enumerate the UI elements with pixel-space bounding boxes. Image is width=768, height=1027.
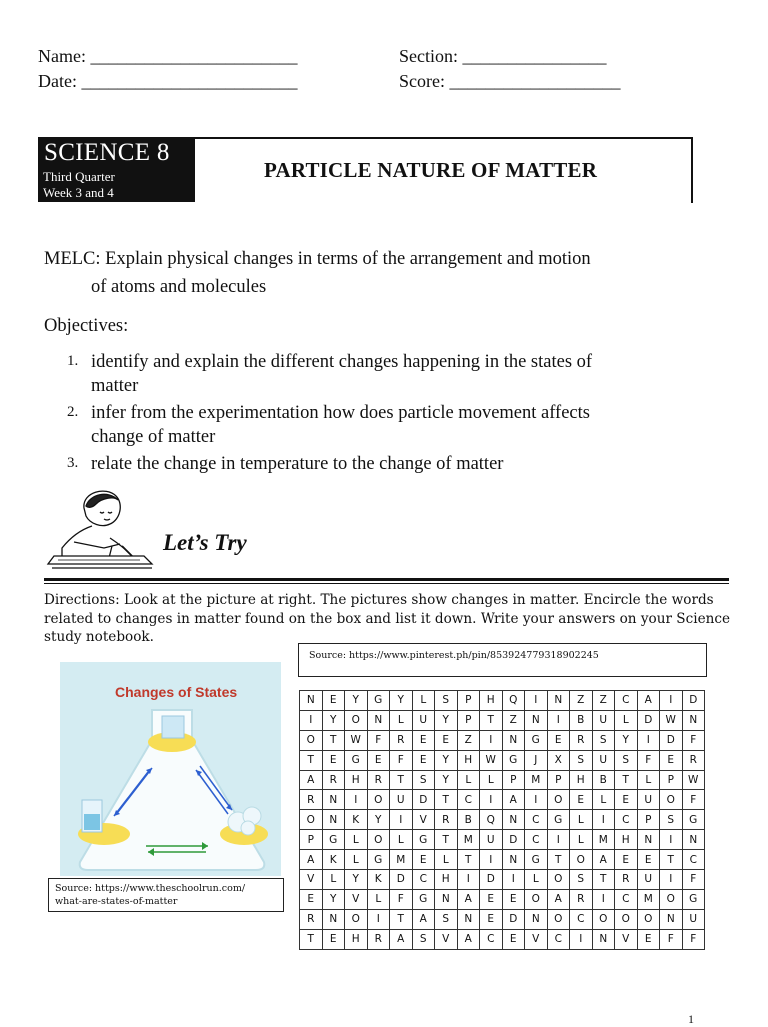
grid-cell[interactable]: W	[682, 770, 705, 790]
grid-cell[interactable]: E	[547, 730, 570, 750]
grid-cell[interactable]: R	[322, 770, 345, 790]
grid-cell[interactable]: N	[322, 909, 345, 929]
page-number: 1	[688, 1012, 694, 1026]
grid-cell[interactable]: L	[480, 770, 503, 790]
changes-of-states-figure	[60, 662, 281, 876]
grid-cell[interactable]: U	[480, 830, 503, 850]
grid-cell[interactable]: E	[502, 889, 525, 909]
grid-cell[interactable]: T	[480, 710, 503, 730]
grid-cell[interactable]: R	[367, 929, 390, 949]
date-field[interactable]: Date: ________________________	[38, 71, 298, 91]
grid-cell[interactable]: C	[615, 691, 638, 711]
grid-cell[interactable]: R	[615, 870, 638, 890]
grid-cell[interactable]: D	[412, 790, 435, 810]
word-search-grid	[299, 690, 705, 950]
grid-cell[interactable]: T	[457, 850, 480, 870]
grid-cell[interactable]: H	[615, 830, 638, 850]
grid-cell[interactable]: N	[435, 889, 458, 909]
grid-cell[interactable]: Z	[457, 730, 480, 750]
grid-cell[interactable]: G	[367, 850, 390, 870]
grid-cell[interactable]: E	[480, 889, 503, 909]
grid-row	[300, 850, 705, 870]
grid-cell[interactable]: G	[682, 810, 705, 830]
grid-cell[interactable]: Y	[435, 710, 458, 730]
grid-cell[interactable]: I	[525, 691, 548, 711]
grid-cell[interactable]: Z	[592, 691, 615, 711]
grid-row	[300, 889, 705, 909]
grid-cell[interactable]: N	[502, 730, 525, 750]
grid-cell[interactable]: G	[412, 830, 435, 850]
grid-cell[interactable]: O	[345, 710, 368, 730]
grid-cell[interactable]: B	[457, 810, 480, 830]
grid-cell[interactable]: O	[345, 909, 368, 929]
grid-cell[interactable]: T	[390, 770, 413, 790]
grid-cell[interactable]: Y	[367, 810, 390, 830]
objective-number: 3.	[67, 455, 79, 471]
grid-cell[interactable]: A	[457, 889, 480, 909]
grid-cell[interactable]: D	[660, 730, 683, 750]
grid-cell[interactable]: C	[570, 909, 593, 929]
grid-cell[interactable]: L	[615, 710, 638, 730]
grid-cell[interactable]: A	[637, 691, 660, 711]
grid-row	[300, 929, 705, 949]
figure-source-line-2: what-are-states-of-matter	[55, 896, 178, 907]
grid-cell[interactable]: Y	[345, 870, 368, 890]
grid-cell[interactable]: L	[457, 770, 480, 790]
grid-cell[interactable]: B	[570, 710, 593, 730]
grid-cell[interactable]: P	[457, 691, 480, 711]
grid-cell[interactable]: E	[322, 691, 345, 711]
grid-cell[interactable]: E	[412, 730, 435, 750]
grid-cell[interactable]: F	[682, 790, 705, 810]
grid-cell[interactable]: J	[525, 750, 548, 770]
grid-cell[interactable]: D	[390, 870, 413, 890]
grid-cell[interactable]: F	[390, 889, 413, 909]
grid-cell[interactable]: I	[547, 830, 570, 850]
grid-cell[interactable]: Z	[570, 691, 593, 711]
grid-cell[interactable]: P	[547, 770, 570, 790]
grid-cell[interactable]: G	[412, 889, 435, 909]
grid-cell[interactable]: Y	[435, 750, 458, 770]
grid-cell[interactable]: V	[525, 929, 548, 949]
grid-cell[interactable]: S	[412, 770, 435, 790]
grid-cell[interactable]: T	[615, 770, 638, 790]
grid-cell[interactable]: I	[570, 929, 593, 949]
grid-cell[interactable]: I	[592, 810, 615, 830]
grid-cell[interactable]: D	[502, 830, 525, 850]
grid-cell[interactable]: I	[345, 790, 368, 810]
grid-cell[interactable]: O	[570, 850, 593, 870]
grid-cell[interactable]: A	[412, 909, 435, 929]
subject-label-box	[38, 137, 195, 202]
grid-row	[300, 710, 705, 730]
section-field[interactable]: Section: ________________	[399, 46, 607, 66]
grid-cell[interactable]: P	[637, 810, 660, 830]
page-title: PARTICLE NATURE OF MATTER	[264, 158, 598, 182]
grid-cell[interactable]: I	[637, 730, 660, 750]
grid-cell[interactable]: G	[682, 889, 705, 909]
grid-cell[interactable]: C	[412, 870, 435, 890]
grid-cell[interactable]: L	[412, 691, 435, 711]
grid-cell[interactable]: S	[570, 750, 593, 770]
grid-row	[300, 790, 705, 810]
grid-cell[interactable]: F	[682, 929, 705, 949]
grid-cell[interactable]: Z	[502, 710, 525, 730]
grid-cell[interactable]: O	[615, 909, 638, 929]
grid-row	[300, 770, 705, 790]
grid-row	[300, 750, 705, 770]
grid-cell[interactable]: F	[367, 730, 390, 750]
week-label: Week 3 and 4	[43, 185, 114, 200]
grid-cell[interactable]: E	[322, 929, 345, 949]
grid-cell[interactable]: O	[525, 889, 548, 909]
grid-cell[interactable]: T	[435, 830, 458, 850]
objective-text-cont: matter	[91, 376, 139, 396]
grid-cell[interactable]: E	[502, 929, 525, 949]
grid-cell[interactable]: L	[570, 830, 593, 850]
grid-cell[interactable]: P	[300, 830, 323, 850]
lets-try-heading: Let’s Try	[163, 530, 247, 555]
grid-cell[interactable]: G	[525, 850, 548, 870]
grid-cell[interactable]: H	[345, 770, 368, 790]
grid-cell[interactable]: M	[525, 770, 548, 790]
grid-cell[interactable]: N	[592, 929, 615, 949]
figure-source-line-1: Source: https://www.theschoolrun.com/	[55, 883, 246, 894]
grid-cell[interactable]: O	[367, 830, 390, 850]
grid-cell[interactable]: V	[345, 889, 368, 909]
grid-cell[interactable]: U	[592, 710, 615, 730]
objective-text: infer from the experimentation how does particle movement affects	[91, 403, 590, 423]
grid-cell[interactable]: N	[502, 850, 525, 870]
grid-cell[interactable]: O	[547, 790, 570, 810]
grid-cell[interactable]: U	[412, 710, 435, 730]
grid-cell[interactable]: K	[367, 870, 390, 890]
grid-row	[300, 909, 705, 929]
grid-cell[interactable]: P	[502, 770, 525, 790]
grid-cell[interactable]: G	[525, 730, 548, 750]
grid-cell[interactable]: N	[660, 909, 683, 929]
grid-cell[interactable]: I	[367, 909, 390, 929]
grid-cell[interactable]: A	[300, 770, 323, 790]
grid-cell[interactable]: N	[457, 909, 480, 929]
grid-cell[interactable]: N	[502, 810, 525, 830]
grid-cell[interactable]: F	[682, 870, 705, 890]
grid-cell[interactable]: I	[660, 691, 683, 711]
grid-cell[interactable]: H	[345, 929, 368, 949]
grid-cell[interactable]: S	[615, 750, 638, 770]
objective-text-cont: change of matter	[91, 427, 216, 447]
grid-cell[interactable]: S	[660, 810, 683, 830]
grid-cell[interactable]: L	[592, 790, 615, 810]
grid-cell[interactable]: A	[300, 850, 323, 870]
subject-name: SCIENCE 8	[44, 139, 170, 166]
grid-cell[interactable]: E	[435, 730, 458, 750]
grid-cell[interactable]: I	[480, 790, 503, 810]
grid-cell[interactable]: E	[322, 750, 345, 770]
grid-cell[interactable]: F	[637, 750, 660, 770]
grid-cell[interactable]: N	[525, 909, 548, 929]
grid-cell[interactable]: L	[367, 889, 390, 909]
grid-cell[interactable]: N	[682, 830, 705, 850]
grid-cell[interactable]: L	[390, 710, 413, 730]
grid-cell[interactable]: Q	[502, 691, 525, 711]
grid-cell[interactable]: P	[457, 710, 480, 730]
grid-cell[interactable]: H	[480, 691, 503, 711]
grid-cell[interactable]: Y	[322, 889, 345, 909]
grid-cell[interactable]: M	[637, 889, 660, 909]
grid-cell[interactable]: L	[390, 830, 413, 850]
grid-cell[interactable]: H	[457, 750, 480, 770]
quarter-label: Third Quarter	[43, 169, 115, 184]
grid-cell[interactable]: X	[547, 750, 570, 770]
grid-cell[interactable]: U	[682, 909, 705, 929]
objective-text: relate the change in temperature to the change of matter	[91, 454, 504, 474]
grid-cell[interactable]: W	[345, 730, 368, 750]
grid-cell[interactable]: L	[322, 870, 345, 890]
grid-cell[interactable]: O	[547, 870, 570, 890]
grid-cell[interactable]: O	[300, 730, 323, 750]
grid-cell[interactable]: O	[367, 790, 390, 810]
grid-cell[interactable]: N	[525, 710, 548, 730]
grid-cell[interactable]: G	[322, 830, 345, 850]
grid-cell[interactable]: U	[637, 790, 660, 810]
grid-cell[interactable]: M	[592, 830, 615, 850]
grid-cell[interactable]: Y	[390, 691, 413, 711]
grid-cell[interactable]: T	[322, 730, 345, 750]
grid-cell[interactable]: L	[570, 810, 593, 830]
grid-cell[interactable]: E	[615, 850, 638, 870]
grid-cell[interactable]: R	[367, 770, 390, 790]
grid-cell[interactable]: E	[412, 850, 435, 870]
grid-cell[interactable]: O	[660, 790, 683, 810]
section-divider-thin	[44, 583, 729, 584]
grid-row	[300, 810, 705, 830]
boy-writing-illustration	[44, 486, 156, 574]
grid-cell[interactable]: E	[570, 790, 593, 810]
grid-cell[interactable]: A	[502, 790, 525, 810]
grid-cell[interactable]: L	[435, 850, 458, 870]
grid-cell[interactable]: A	[547, 889, 570, 909]
grid-cell[interactable]: N	[322, 790, 345, 810]
grid-row	[300, 730, 705, 750]
grid-cell[interactable]: E	[615, 790, 638, 810]
grid-cell[interactable]: C	[547, 929, 570, 949]
grid-cell[interactable]: Q	[480, 810, 503, 830]
grid-cell[interactable]: Y	[435, 770, 458, 790]
grid-row	[300, 870, 705, 890]
grid-cell[interactable]: F	[682, 730, 705, 750]
grid-cell[interactable]: O	[592, 909, 615, 929]
objective-number: 2.	[67, 404, 79, 420]
grid-cell[interactable]: R	[435, 810, 458, 830]
grid-cell[interactable]: C	[525, 810, 548, 830]
grid-cell[interactable]: L	[525, 870, 548, 890]
grid-cell[interactable]: E	[480, 909, 503, 929]
objectives-heading: Objectives:	[44, 316, 129, 336]
grid-cell[interactable]: H	[570, 770, 593, 790]
grid-cell[interactable]: O	[637, 909, 660, 929]
melc-line-2: of atoms and molecules	[91, 277, 267, 297]
score-field[interactable]: Score: ___________________	[399, 71, 621, 91]
grid-cell[interactable]: N	[322, 810, 345, 830]
grid-cell[interactable]: G	[502, 750, 525, 770]
grid-cell[interactable]: I	[502, 870, 525, 890]
grid-cell[interactable]: C	[525, 830, 548, 850]
grid-cell[interactable]: N	[682, 710, 705, 730]
melc-line-1: MELC: Explain physical changes in terms of the arrangement and motion	[44, 249, 591, 269]
grid-cell[interactable]: L	[637, 770, 660, 790]
grid-cell[interactable]: E	[412, 750, 435, 770]
grid-cell[interactable]: W	[660, 710, 683, 730]
grid-row	[300, 830, 705, 850]
grid-cell[interactable]: E	[300, 889, 323, 909]
grid-cell[interactable]: A	[457, 929, 480, 949]
grid-cell[interactable]: F	[660, 929, 683, 949]
grid-cell[interactable]: V	[435, 929, 458, 949]
grid-cell[interactable]: H	[435, 870, 458, 890]
grid-cell[interactable]: I	[480, 730, 503, 750]
grid-cell[interactable]: B	[592, 770, 615, 790]
grid-cell[interactable]: T	[300, 750, 323, 770]
directions-text: Directions: Look at the picture at right. The pictures show changes in matter. Encircle the words related to changes in matter found on the box and list it down. Write your answers on your Science study notebook.	[44, 592, 731, 645]
grid-cell[interactable]: U	[390, 790, 413, 810]
section-divider	[44, 578, 729, 581]
grid-cell[interactable]: N	[637, 830, 660, 850]
grid-cell[interactable]: I	[525, 790, 548, 810]
grid-cell[interactable]: T	[300, 929, 323, 949]
grid-cell[interactable]: F	[390, 750, 413, 770]
grid-cell[interactable]: D	[480, 870, 503, 890]
grid-cell[interactable]: U	[592, 750, 615, 770]
grid-cell[interactable]: O	[300, 810, 323, 830]
grid-cell[interactable]: D	[502, 909, 525, 929]
grid-cell[interactable]: A	[592, 850, 615, 870]
grid-cell[interactable]: D	[682, 691, 705, 711]
grid-cell[interactable]: C	[615, 810, 638, 830]
grid-cell[interactable]: E	[367, 750, 390, 770]
grid-cell[interactable]: V	[615, 929, 638, 949]
grid-cell[interactable]: D	[637, 710, 660, 730]
grid-cell[interactable]: O	[547, 909, 570, 929]
grid-cell[interactable]: E	[637, 929, 660, 949]
name-field[interactable]: Name: _______________________	[38, 46, 298, 66]
grid-cell[interactable]: I	[660, 830, 683, 850]
grid-cell[interactable]: R	[570, 730, 593, 750]
grid-cell[interactable]: V	[300, 870, 323, 890]
grid-cell[interactable]: R	[682, 750, 705, 770]
grid-cell[interactable]: S	[592, 730, 615, 750]
grid-cell[interactable]: G	[367, 691, 390, 711]
grid-cell[interactable]: S	[435, 691, 458, 711]
grid-cell[interactable]: P	[660, 770, 683, 790]
objective-number: 1.	[67, 353, 79, 369]
grid-cell[interactable]: A	[390, 929, 413, 949]
grid-cell[interactable]: I	[390, 810, 413, 830]
grid-cell[interactable]: T	[547, 850, 570, 870]
grid-cell[interactable]: Y	[322, 710, 345, 730]
grid-cell[interactable]: K	[322, 850, 345, 870]
puzzle-source-text: Source: https://www.pinterest.ph/pin/853924779318902245	[309, 650, 599, 661]
grid-cell[interactable]: C	[480, 929, 503, 949]
grid-cell[interactable]: I	[660, 870, 683, 890]
grid-cell[interactable]: R	[300, 909, 323, 929]
grid-cell[interactable]: R	[390, 730, 413, 750]
grid-cell[interactable]: L	[345, 830, 368, 850]
grid-cell[interactable]: U	[637, 870, 660, 890]
grid-cell[interactable]: S	[570, 870, 593, 890]
grid-cell[interactable]: I	[300, 710, 323, 730]
grid-cell[interactable]: T	[390, 909, 413, 929]
grid-cell[interactable]: N	[367, 710, 390, 730]
grid-cell[interactable]: T	[435, 790, 458, 810]
grid-cell[interactable]: G	[547, 810, 570, 830]
grid-cell[interactable]: T	[660, 850, 683, 870]
grid-cell[interactable]: I	[457, 870, 480, 890]
grid-cell[interactable]: C	[457, 790, 480, 810]
grid-cell[interactable]: I	[592, 889, 615, 909]
grid-cell[interactable]: N	[300, 691, 323, 711]
grid-cell[interactable]: K	[345, 810, 368, 830]
grid-row	[300, 691, 705, 711]
figure-source-box	[48, 878, 284, 912]
grid-cell[interactable]: C	[615, 889, 638, 909]
grid-cell[interactable]: S	[412, 929, 435, 949]
grid-cell[interactable]: R	[570, 889, 593, 909]
grid-cell[interactable]: N	[547, 691, 570, 711]
grid-cell[interactable]: M	[457, 830, 480, 850]
grid-cell[interactable]: R	[300, 790, 323, 810]
grid-cell[interactable]: E	[660, 750, 683, 770]
grid-cell[interactable]: I	[480, 850, 503, 870]
objective-text: identify and explain the different changes happening in the states of	[91, 352, 593, 372]
grid-cell[interactable]: Y	[615, 730, 638, 750]
grid-cell[interactable]: V	[412, 810, 435, 830]
figure-title: Changes of States	[115, 684, 238, 700]
grid-cell[interactable]: G	[345, 750, 368, 770]
grid-cell[interactable]: E	[637, 850, 660, 870]
grid-cell[interactable]: S	[435, 909, 458, 929]
grid-cell[interactable]: C	[682, 850, 705, 870]
grid-cell[interactable]: T	[592, 870, 615, 890]
grid-cell[interactable]: W	[480, 750, 503, 770]
puzzle-source-box	[298, 643, 707, 677]
grid-cell[interactable]: O	[660, 889, 683, 909]
grid-cell[interactable]: L	[345, 850, 368, 870]
grid-cell[interactable]: M	[390, 850, 413, 870]
grid-cell[interactable]: I	[547, 710, 570, 730]
grid-cell[interactable]: Y	[345, 691, 368, 711]
